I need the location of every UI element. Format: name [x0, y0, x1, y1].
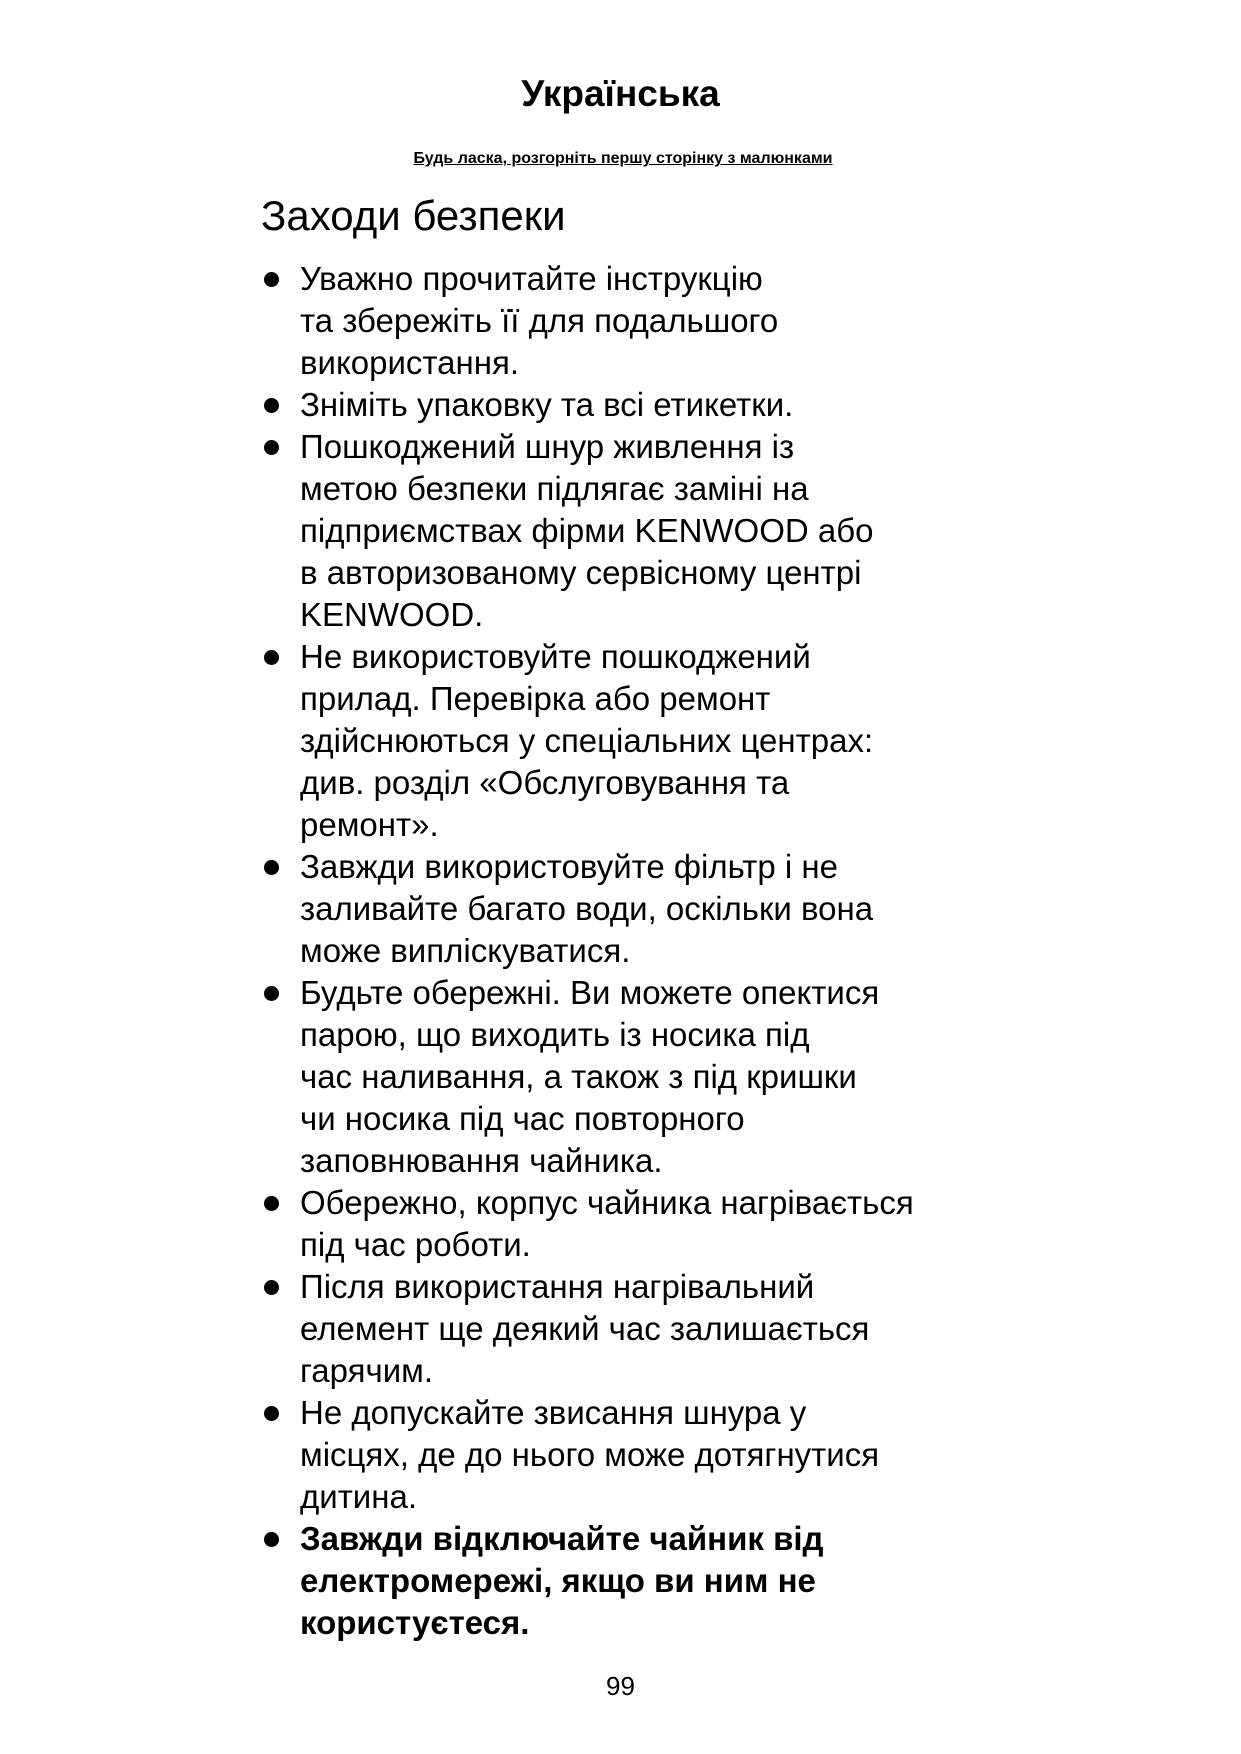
- item-line: KENWOOD.: [300, 596, 484, 633]
- item-line: може виплiскуватися.: [300, 932, 631, 969]
- item-line: дитина.: [300, 1478, 417, 1515]
- item-line: Зніміть упаковку та всі етикетки.: [300, 386, 794, 423]
- item-line: Не використовуйте пошкоджений: [300, 638, 811, 675]
- bullet-icon: [264, 986, 279, 1001]
- safety-item: [262, 846, 1002, 972]
- item-line: гарячим.: [300, 1352, 433, 1389]
- item-line: та збережіть її для подальшого: [300, 302, 779, 339]
- item-line: чи носика під час повторного: [300, 1100, 745, 1137]
- item-line: прилад. Перевірка або ремонт: [300, 680, 771, 717]
- unfold-instruction-note: Будь ласка, розгорніть першу сторінку з малюнками: [413, 150, 833, 167]
- item-line: користуєтеся.: [300, 1604, 530, 1641]
- item-line: парою, що виходить із носика під: [300, 1016, 810, 1053]
- safety-item: [262, 636, 1002, 846]
- safety-item: [262, 426, 1002, 636]
- item-line: заливайте багато води, оскільки вона: [300, 890, 874, 927]
- bullet-icon: [264, 1406, 279, 1421]
- item-line: ремонт».: [300, 806, 439, 843]
- safety-list: [262, 258, 1002, 1644]
- item-line: Завжди відключайте чайник від: [300, 1520, 824, 1557]
- safety-item: [262, 1392, 1002, 1518]
- bullet-icon: [264, 860, 279, 875]
- safety-item: [262, 384, 1002, 426]
- item-line: метою безпеки підлягає заміні на: [300, 470, 809, 507]
- item-line: Не допускайте звисання шнура у: [300, 1394, 807, 1431]
- safety-item: [262, 1266, 1002, 1392]
- item-line: в авторизованому сервісному центрі: [300, 554, 862, 591]
- safety-item: [262, 972, 1002, 1182]
- item-line: під час роботи.: [300, 1226, 531, 1263]
- item-line: заповнювання чайника.: [300, 1142, 663, 1179]
- safety-item-unplug-warning: [262, 1518, 1002, 1644]
- item-line: Будьте обережні. Ви можете опектися: [300, 974, 880, 1011]
- item-line: Обережно, корпус чайника нагрівається: [300, 1184, 914, 1221]
- item-line: Після використання нагрівальний: [300, 1268, 815, 1305]
- item-line: електромережі, якщо ви ним не: [300, 1562, 816, 1599]
- bullet-icon: [264, 1196, 279, 1211]
- item-line: здійснюються у спеціальних центрах:: [300, 722, 874, 759]
- item-line: використання.: [300, 344, 519, 381]
- section-title-safety: Заходи безпеки: [261, 192, 566, 239]
- page-language-heading: Українська: [521, 73, 720, 114]
- safety-item: [262, 1182, 1002, 1266]
- item-line: елемент ще деякий час залишається: [300, 1310, 870, 1347]
- bullet-icon: [264, 1532, 279, 1547]
- item-line: підприємствах фірми KENWOOD або: [300, 512, 874, 549]
- bullet-icon: [264, 440, 279, 455]
- item-line: Пошкоджений шнур живлення із: [300, 428, 795, 465]
- bullet-icon: [264, 398, 279, 413]
- item-line: Завжди використовуйте фільтр і не: [300, 848, 838, 885]
- safety-item: [262, 258, 1002, 384]
- item-line: див. розділ «Обслуговування та: [300, 764, 790, 801]
- bullet-icon: [264, 650, 279, 665]
- item-line: Уважно прочитайте інструкцію: [300, 260, 763, 297]
- item-line: час наливання, а також з під кришки: [300, 1058, 857, 1095]
- page-number: 99: [606, 1671, 635, 1701]
- bullet-icon: [264, 1280, 279, 1295]
- bullet-icon: [264, 272, 279, 287]
- item-line: місцях, де до нього може дотягнутися: [300, 1436, 880, 1473]
